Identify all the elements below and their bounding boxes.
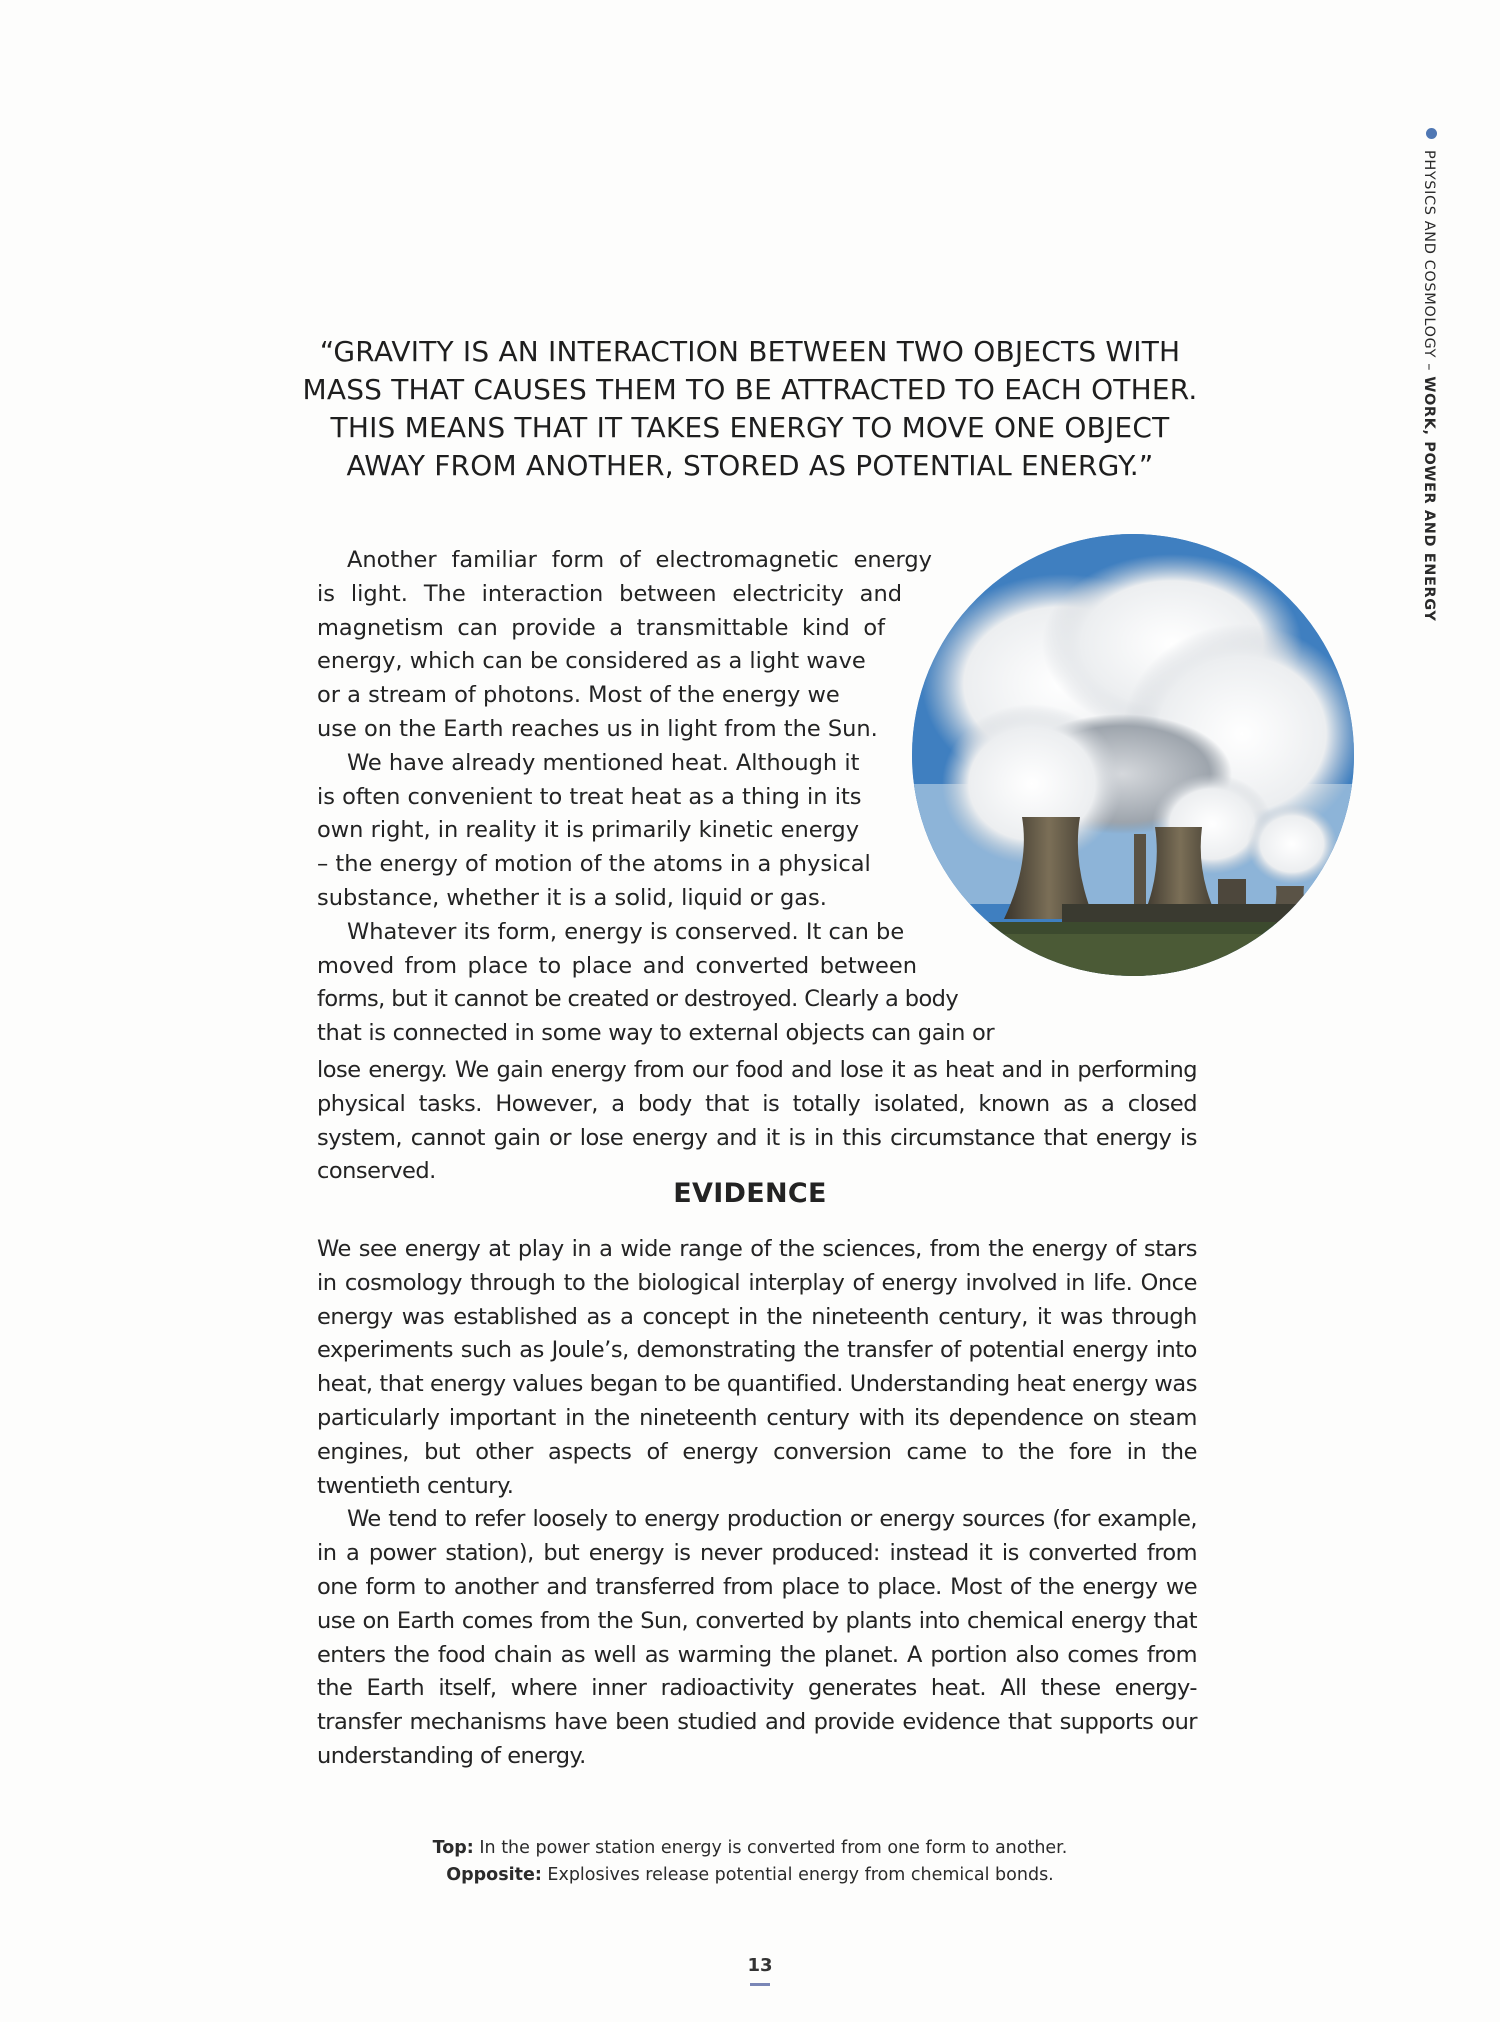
paragraph: lose energy. We gain energy from our food and lose it as heat and in performing physical tasks. However, a body that is totally isolated, known as a closed system, cannot gain or lose energy and it is in this circumstance that energy is conserved. [317, 1057, 1197, 1185]
caption-top [300, 1835, 1200, 1862]
pull-quote-line: MASS THAT CAUSES THEM TO BE ATTRACTED TO EACH OTHER. [302, 373, 1198, 406]
caption-text: Explosives release potential energy from chemical bonds. [541, 1865, 1054, 1885]
section-marker-dot-icon [1426, 128, 1437, 139]
section-heading-evidence: EVIDENCE [673, 1178, 827, 1209]
running-head [1417, 128, 1447, 622]
running-head-chapter: WORK, POWER AND ENERGY [1421, 376, 1437, 622]
text-line: We have already mentioned heat. Although it [347, 749, 860, 776]
pull-quote-line: “GRAVITY IS AN INTERACTION BETWEEN TWO OBJECTS WITH [319, 335, 1181, 368]
paragraph [317, 747, 937, 916]
pull-quote-line: AWAY FROM ANOTHER, STORED AS POTENTIAL ENERGY.” [346, 449, 1154, 482]
page-number: 13 [747, 1955, 773, 1976]
text-line: magnetism can provide a transmittable kind of [317, 614, 885, 641]
text-line: moved from place to place and converted between [317, 952, 917, 979]
text-line: energy, which can be considered as a light wave [317, 648, 866, 675]
power-station-image-icon [912, 534, 1354, 976]
paragraph [317, 544, 937, 747]
caption-text: In the power station energy is converted from one form to another. [473, 1838, 1068, 1858]
text-line: – the energy of motion of the atoms in a physical [317, 851, 871, 878]
text-line: that is connected in some way to external objects can gain or [317, 1020, 995, 1047]
text-line: substance, whether it is a solid, liquid or gas. [317, 884, 827, 911]
evidence-text [317, 1233, 1197, 1774]
text-line: own right, in reality it is primarily kinetic energy [317, 817, 860, 844]
page-number-underline [750, 1983, 770, 1986]
paragraph [317, 916, 995, 1051]
power-station-photo [912, 534, 1354, 976]
text-line: or a stream of photons. Most of the energy we [317, 682, 840, 709]
pull-quote [300, 333, 1200, 485]
intro-text-full-width [317, 1054, 1197, 1189]
running-head-text [1421, 150, 1437, 622]
text-line: is light. The interaction between electricity and [317, 580, 902, 607]
text-line: use on the Earth reaches us in light from the Sun. [317, 715, 878, 742]
text-line: Whatever its form, energy is conserved. It can be [347, 918, 905, 945]
caption-label: Top: [432, 1838, 474, 1858]
caption-label: Opposite: [446, 1865, 542, 1885]
image-captions [300, 1835, 1200, 1889]
intro-text-column [317, 544, 995, 1051]
paragraph: We tend to refer loosely to energy production or energy sources (for example, in a power station), but energy is never produced: instead it is converted from one form to another and transferred from place to place. Most of the energy we use on Earth comes from the Sun, converted by plants into chemical energy that enters the food chain as well as warming the planet. A portion also comes from the Earth itself, where inner radioactivity generates heat. All these energy-transfer mechanisms have been studied and provide evidence that supports our understanding of energy. [317, 1506, 1197, 1769]
text-line: is often convenient to treat heat as a thing in its [317, 783, 862, 810]
running-head-section: PHYSICS AND COSMOLOGY – [1421, 150, 1437, 377]
text-line: forms, but it cannot be created or destroyed. Clearly a body [317, 986, 959, 1013]
caption-opposite [300, 1862, 1200, 1889]
text-line: Another familiar form of electromagnetic energy [347, 547, 932, 573]
pull-quote-line: THIS MEANS THAT IT TAKES ENERGY TO MOVE ONE OBJECT [330, 411, 1170, 444]
paragraph: We see energy at play in a wide range of the sciences, from the energy of stars in cosmology through to the biological interplay of energy involved in life. Once energy was established as a concept in the nineteenth century, it was through experiments such as Joule’s, demonstrating the transfer of potential energy into heat, that energy values began to be quantified. Understanding heat energy was particularly important in the nineteenth century with its dependence on steam engines, but other aspects of energy conversion came to the fore in the twentieth century. [317, 1236, 1197, 1499]
